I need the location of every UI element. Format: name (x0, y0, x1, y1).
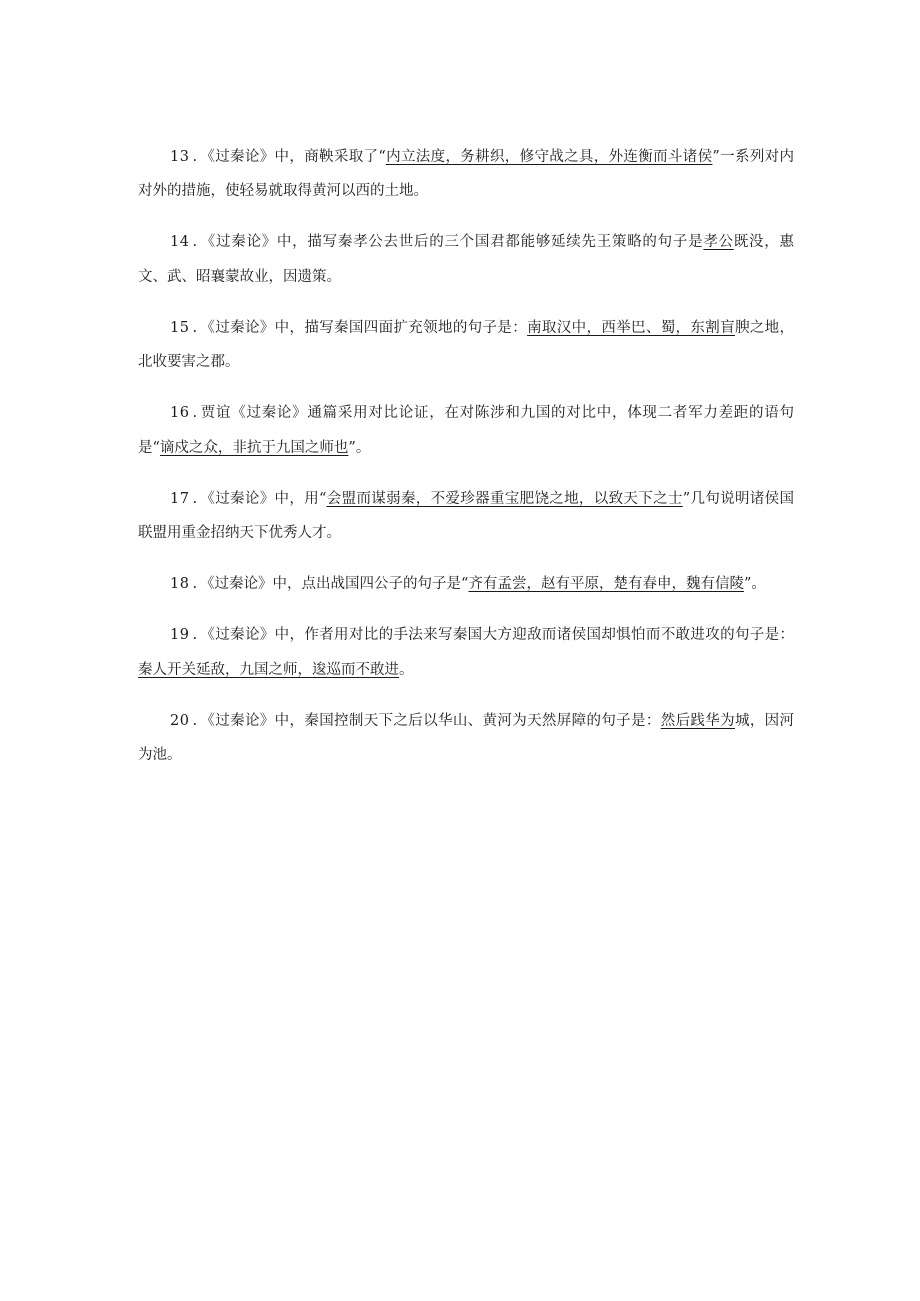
answer-underlined: 内立法度，务耕织，修守战之具，外连衡而斗诸侯 (385, 148, 713, 165)
question-number: 14 (170, 234, 190, 250)
question-separator: . (192, 712, 198, 729)
question-number: 19 (170, 627, 190, 643)
question-text-before: 《过秦论》中，作者用对比的手法来写秦国大方迎敌而诸侯国却惧怕而不敢进攻的句子是： (200, 627, 794, 643)
question-number: 18 (170, 576, 190, 592)
question-list (138, 125, 794, 789)
answer-underlined: 会盟而谋弱秦，不爱珍器重宝肥饶之地，以致天下之士 (326, 490, 683, 507)
question-number: 15 (170, 319, 190, 336)
question-18 (138, 567, 794, 602)
question-text-before: 贾谊《过秦论》通篇采用对比论证，在对陈涉和九国的对比中，体现二者军力差距的语句是“ (138, 405, 794, 456)
question-separator: . (192, 627, 198, 643)
question-number: 16 (170, 405, 190, 421)
question-text-after: 腴之地，北收要害之郡。 (138, 319, 795, 370)
question-text-before: 《过秦论》中，点出战国四公子的句子是“ (200, 576, 469, 592)
answer-underlined: 孝公 (703, 234, 734, 250)
answer-underlined: 谪戍之众，非抗于九国之师也 (159, 439, 349, 456)
question-text-before: 《过秦论》中，商鞅采取了“ (200, 148, 386, 165)
question-13 (138, 140, 794, 209)
question-16 (138, 396, 794, 465)
question-separator: . (192, 490, 198, 507)
answer-underlined: 齐有孟尝，赵有平原，楚有春申，魏有信陵 (468, 576, 744, 592)
answer-underlined: 南取汉中，西举巴、蜀，东割盲 (527, 319, 735, 336)
question-text-before: 《过秦论》中，描写秦国四面扩充领地的句子是： (200, 319, 528, 336)
question-separator: . (192, 576, 198, 592)
question-text-before: 《过秦论》中，秦国控制天下之后以华山、黄河为天然屏障的句子是： (200, 712, 661, 729)
question-number: 17 (170, 490, 190, 507)
question-20 (138, 704, 794, 773)
question-text-before: 《过秦论》中，用“ (200, 490, 327, 507)
question-text-after: ”几句说明诸侯国联盟用重金招纳天下优秀人才。 (138, 490, 794, 541)
question-number: 13 (170, 148, 190, 165)
question-text-after: ”。 (743, 576, 766, 592)
question-text-after: ”一系列对内对外的措施，使轻易就取得黄河以西的土地。 (138, 148, 794, 199)
question-14 (138, 225, 794, 294)
question-number: 20 (170, 712, 190, 729)
question-text-after: 城，因河为池。 (138, 712, 795, 763)
question-text-after: 既没，惠文、武、昭襄蒙故业，因遗策。 (138, 234, 795, 285)
question-separator: . (192, 234, 198, 250)
question-19 (138, 618, 794, 687)
question-text-after: ”。 (348, 439, 371, 456)
question-15 (138, 311, 794, 380)
answer-underlined: 秦人开关延敌，九国之师，逡巡而不敢进 (138, 661, 399, 678)
question-17 (138, 482, 794, 551)
question-separator: . (192, 319, 198, 336)
question-separator: . (192, 148, 198, 165)
question-text-before: 《过秦论》中，描写秦孝公去世后的三个国君都能够延续先王策略的句子是 (200, 234, 704, 250)
answer-underlined: 然后践华为 (660, 712, 735, 729)
question-separator: . (192, 405, 198, 421)
question-text-after: 。 (399, 661, 414, 678)
